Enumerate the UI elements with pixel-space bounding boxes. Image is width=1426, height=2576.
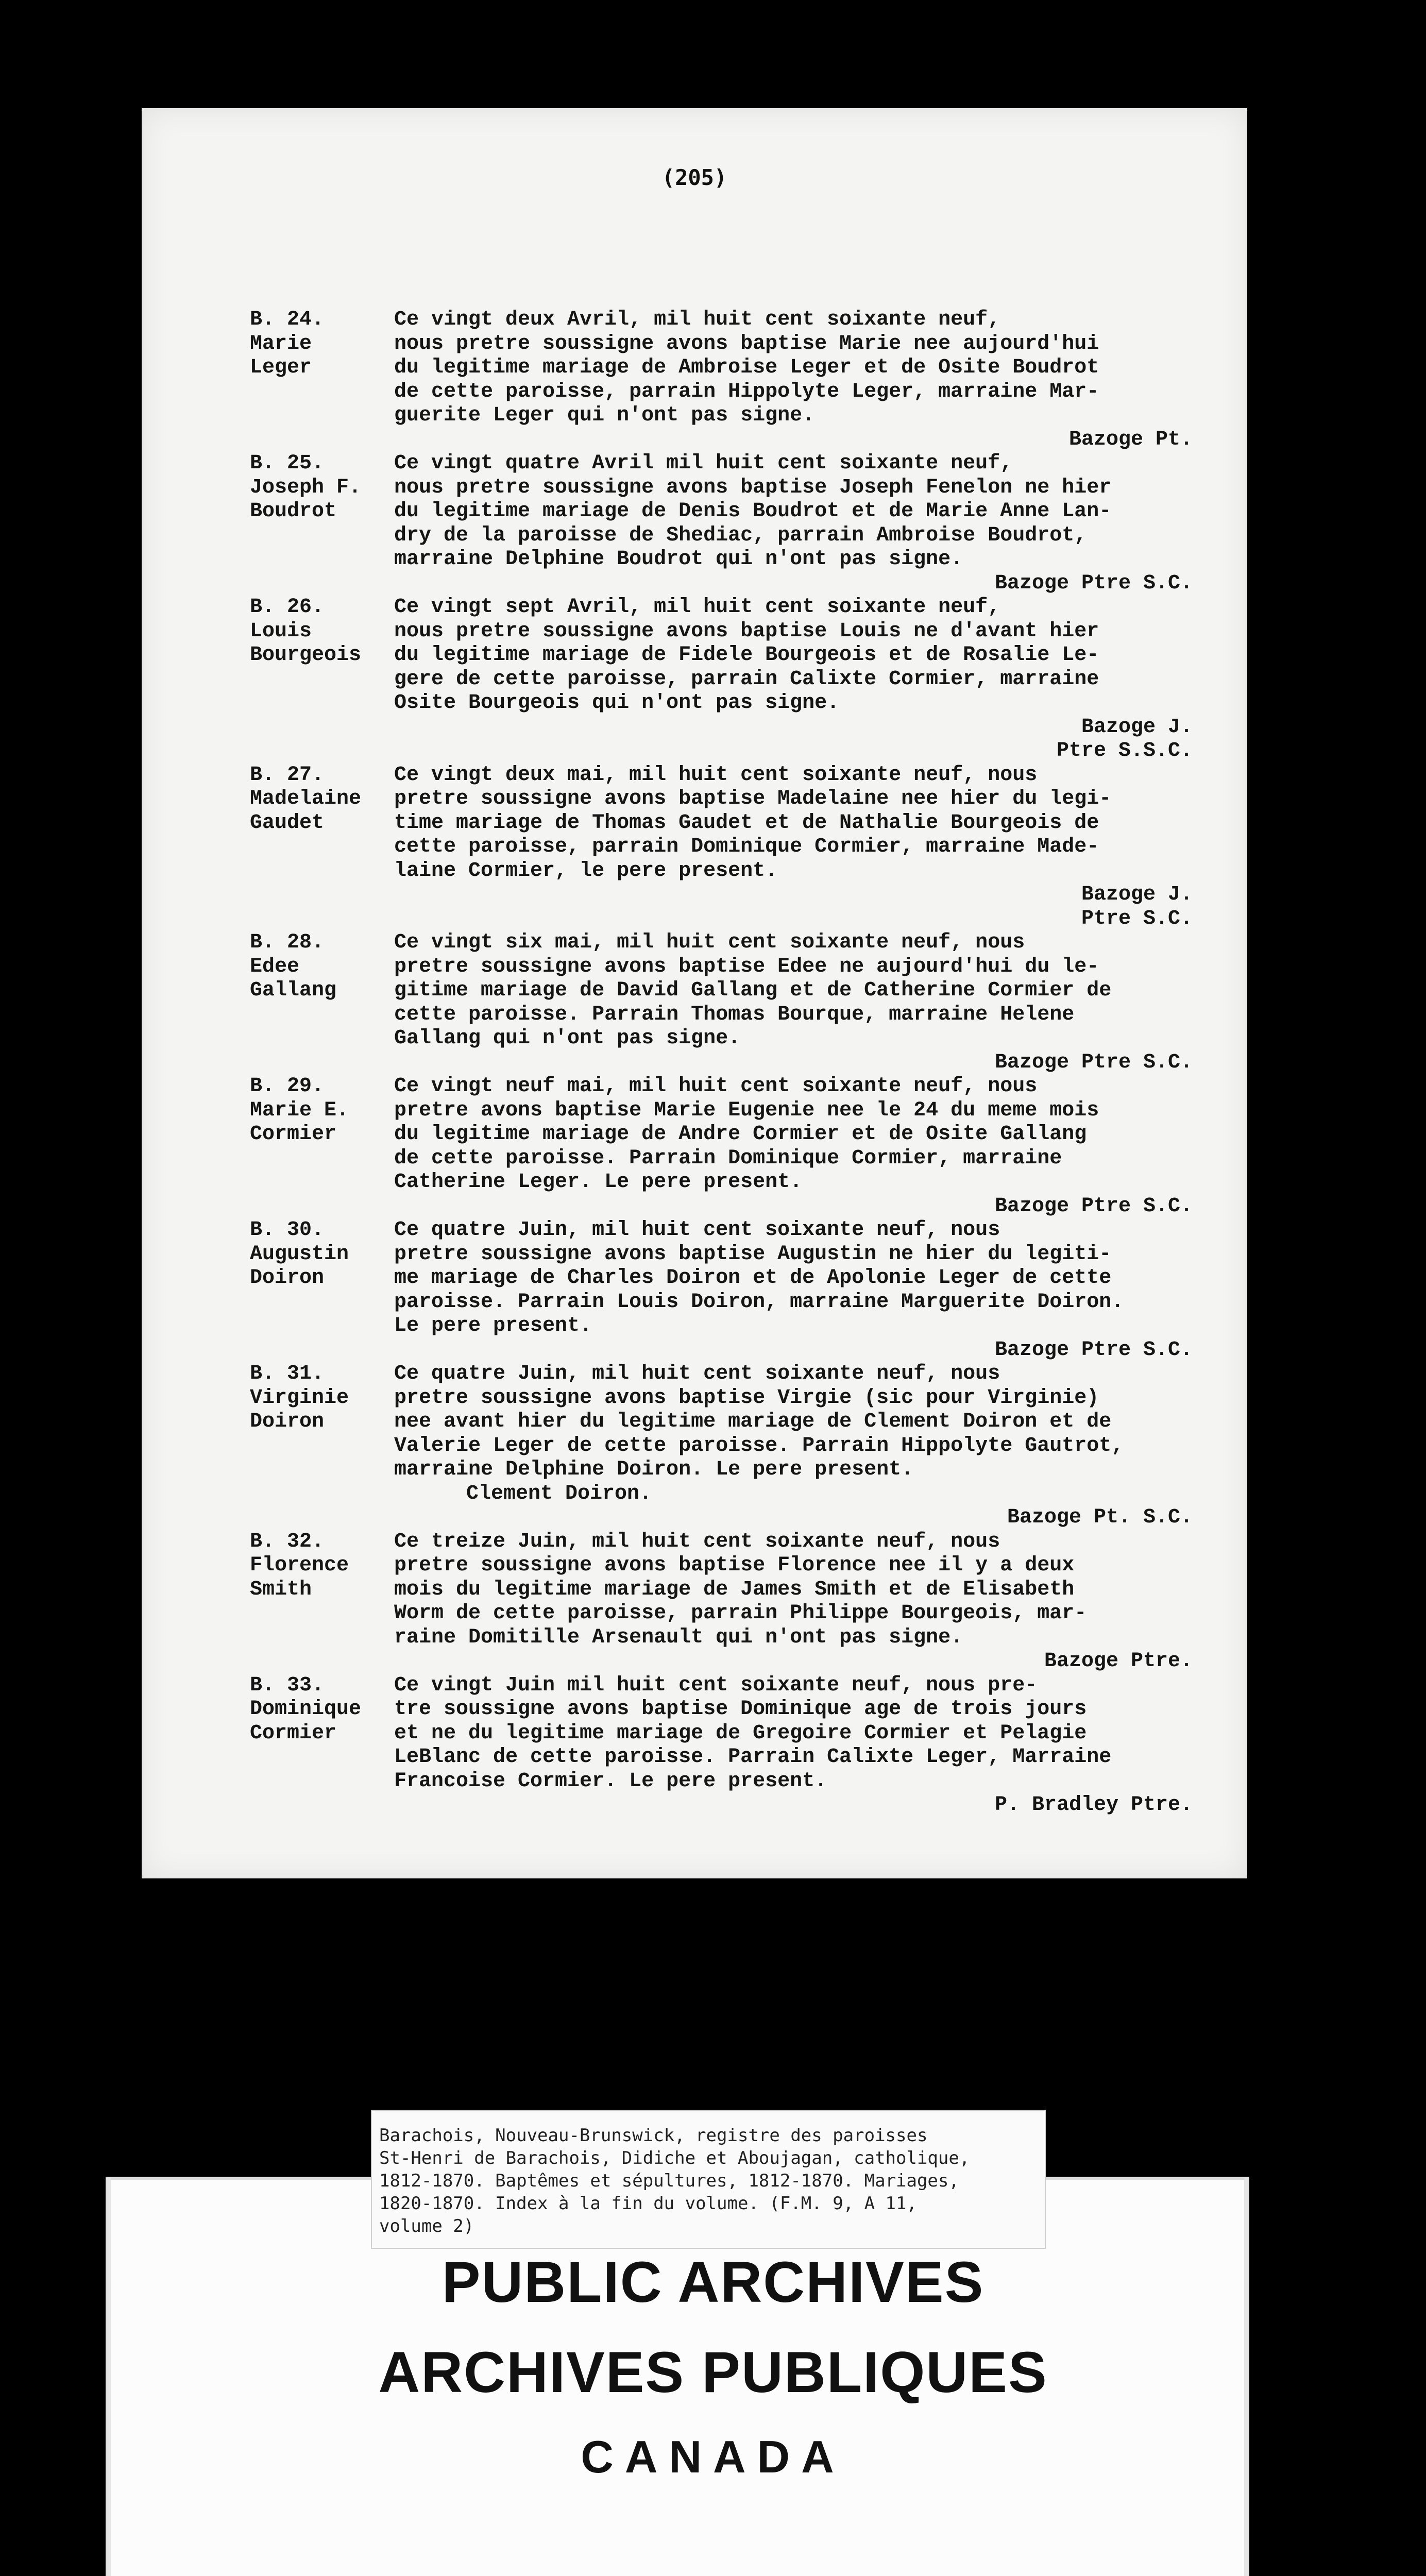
archive-title-english: PUBLIC ARCHIVES	[442, 2250, 984, 2314]
baptism-entry	[142, 452, 1247, 596]
archive-title-country: CANADA	[581, 2431, 845, 2482]
baptism-entry	[142, 1218, 1247, 1362]
entry-body	[394, 308, 1229, 452]
baptism-entry	[142, 308, 1247, 452]
baptism-entry	[142, 1674, 1247, 1818]
entry-priest-signature: P. Bradley Ptre.	[994, 1793, 1193, 1817]
baptism-entry	[142, 596, 1247, 764]
entry-label: B. 25. Joseph F. Boudrot	[250, 452, 362, 523]
entry-text: Ce vingt quatre Avril mil huit cent soixante neuf, nous pretre soussigne avons baptise Joseph Fenelon ne hier du legitime mariage de Denis Boudrot et de Marie Anne Lan- dry de la paroisse de Shediac, parrain Ambroise Boudrot, marraine Delphine Boudrot qui n'ont pas signe.	[394, 452, 1112, 571]
entry-priest-signature: Bazoge Ptre S.C.	[994, 571, 1193, 595]
baptism-entry	[142, 1530, 1247, 1674]
entry-body	[394, 1075, 1229, 1218]
entry-text: Ce vingt deux mai, mil huit cent soixante neuf, nous pretre soussigne avons baptise Madelaine nee hier du legi- time mariage de Thomas Gaudet et de Nathalie Bourgeois de cette paroisse, parrain Dominique Cormier, marraine Made- laine Cormier, le pere present.	[394, 763, 1112, 883]
page-number: (205)	[661, 165, 727, 190]
entry-body	[394, 1218, 1229, 1362]
entry-text: Ce vingt deux Avril, mil huit cent soixante neuf, nous pretre soussigne avons baptise Marie nee aujourd'hui du legitime mariage de Ambroise Leger et de Osite Boudrot de cette paroisse, parrain Hippolyte Leger, marraine Mar- guerite Leger qui n'ont pas signe.	[394, 308, 1099, 427]
entry-priest-signature: Bazoge J. Ptre S.C.	[1081, 883, 1193, 930]
entry-body	[394, 596, 1229, 764]
entry-priest-signature: Bazoge J. Ptre S.S.C.	[1056, 715, 1193, 762]
entry-text: Ce quatre Juin, mil huit cent soixante neuf, nous pretre soussigne avons baptise Augustin ne hier du legiti- me mariage de Charles Doiron et de Apolonie Leger de cette paroisse. Parrain Louis Doiron, marraine Marguerite Doiron. Le pere present.	[394, 1218, 1124, 1337]
entry-body	[394, 1674, 1229, 1818]
entry-label: B. 30. Augustin Doiron	[250, 1218, 349, 1290]
entry-body	[394, 452, 1229, 596]
entry-witness-signature: Clement Doiron.	[466, 1482, 652, 1505]
entry-priest-signature: Bazoge Pt. S.C.	[1007, 1506, 1193, 1529]
baptism-entry	[142, 931, 1247, 1075]
entry-label: B. 29. Marie E. Cormier	[250, 1075, 349, 1146]
entry-priest-signature: Bazoge Pt.	[1068, 428, 1193, 451]
baptism-entry	[142, 1362, 1247, 1530]
entry-text: Ce quatre Juin, mil huit cent soixante neuf, nous pretre soussigne avons baptise Virgie (sic pour Virginie) nee avant hier du legitime mariage de Clement Doiron et de Valerie Leger de cette paroisse. Parrain Hippolyte Gautrot, marraine Delphine Doiron. Le pere present.	[394, 1362, 1124, 1481]
catalog-note: Barachois, Nouveau-Brunswick, registre des paroisses St-Henri de Barachois, Didiche et Aboujagan, catholique, 1812-1870. Baptêmes et sépultures, 1812-1870. Mariages, 1820-1870. Index à la fin du volume. (F.M. 9, A 11, volume 2)	[371, 2110, 1046, 2249]
entry-body	[394, 1530, 1229, 1674]
entry-priest-signature: Bazoge Ptre S.C.	[994, 1194, 1193, 1218]
entry-text: Ce treize Juin, mil huit cent soixante neuf, nous pretre soussigne avons baptise Florence nee il y a deux mois du legitime mariage de James Smith et de Elisabeth Worm de cette paroisse, parrain Philippe Bourgeois, mar- raine Domitille Arsenault qui n'ont pas signe.	[394, 1530, 1087, 1649]
entry-body	[394, 764, 1229, 931]
entry-text: Ce vingt sept Avril, mil huit cent soixante neuf, nous pretre soussigne avons baptise Louis ne d'avant hier du legitime mariage de Fidele Bourgeois et de Rosalie Le- gere de cette paroisse, parrain Calixte Cormier, marraine Osite Bourgeois qui n'ont pas signe.	[394, 596, 1099, 715]
baptism-entries	[142, 308, 1247, 1818]
entry-label: B. 33. Dominique Cormier	[250, 1673, 362, 1745]
entry-text: Ce vingt six mai, mil huit cent soixante neuf, nous pretre soussigne avons baptise Edee ne aujourd'hui du le- gitime mariage de David Gallang et de Catherine Cormier de cette paroisse. Parrain Thomas Bourque, marraine Helene Gallang qui n'ont pas signe.	[394, 931, 1112, 1050]
entry-text: Ce vingt neuf mai, mil huit cent soixante neuf, nous pretre avons baptise Marie Eugenie nee le 24 du meme mois du legitime mariage de Andre Cormier et de Osite Gallang de cette paroisse. Parrain Dominique Cormier, marraine Catherine Leger. Le pere present.	[394, 1075, 1099, 1194]
entry-text: Ce vingt Juin mil huit cent soixante neuf, nous pre- tre soussigne avons baptise Dominique age de trois jours et ne du legitime mariage de Gregoire Cormier et Pelagie LeBlanc de cette paroisse. Parrain Calixte Leger, Marraine Francoise Cormier. Le pere present.	[394, 1673, 1112, 1793]
archive-title-french: ARCHIVES PUBLIQUES	[378, 2340, 1048, 2404]
entry-priest-signature: Bazoge Ptre S.C.	[994, 1338, 1193, 1362]
entry-body	[394, 931, 1229, 1075]
entry-label: B. 26. Louis Bourgeois	[250, 596, 362, 667]
entry-label: B. 32. Florence Smith	[250, 1530, 349, 1601]
entry-body	[394, 1362, 1229, 1530]
baptism-entry	[142, 764, 1247, 931]
entry-priest-signature: Bazoge Ptre S.C.	[994, 1050, 1193, 1074]
entry-label: B. 31. Virginie Doiron	[250, 1362, 349, 1433]
entry-label: B. 28. Edee Gallang	[250, 931, 337, 1002]
entry-label: B. 24. Marie Leger	[250, 308, 325, 379]
register-page	[142, 108, 1247, 1878]
baptism-entry	[142, 1075, 1247, 1218]
entry-priest-signature: Bazoge Ptre.	[1044, 1650, 1193, 1673]
entry-label: B. 27. Madelaine Gaudet	[250, 763, 362, 835]
